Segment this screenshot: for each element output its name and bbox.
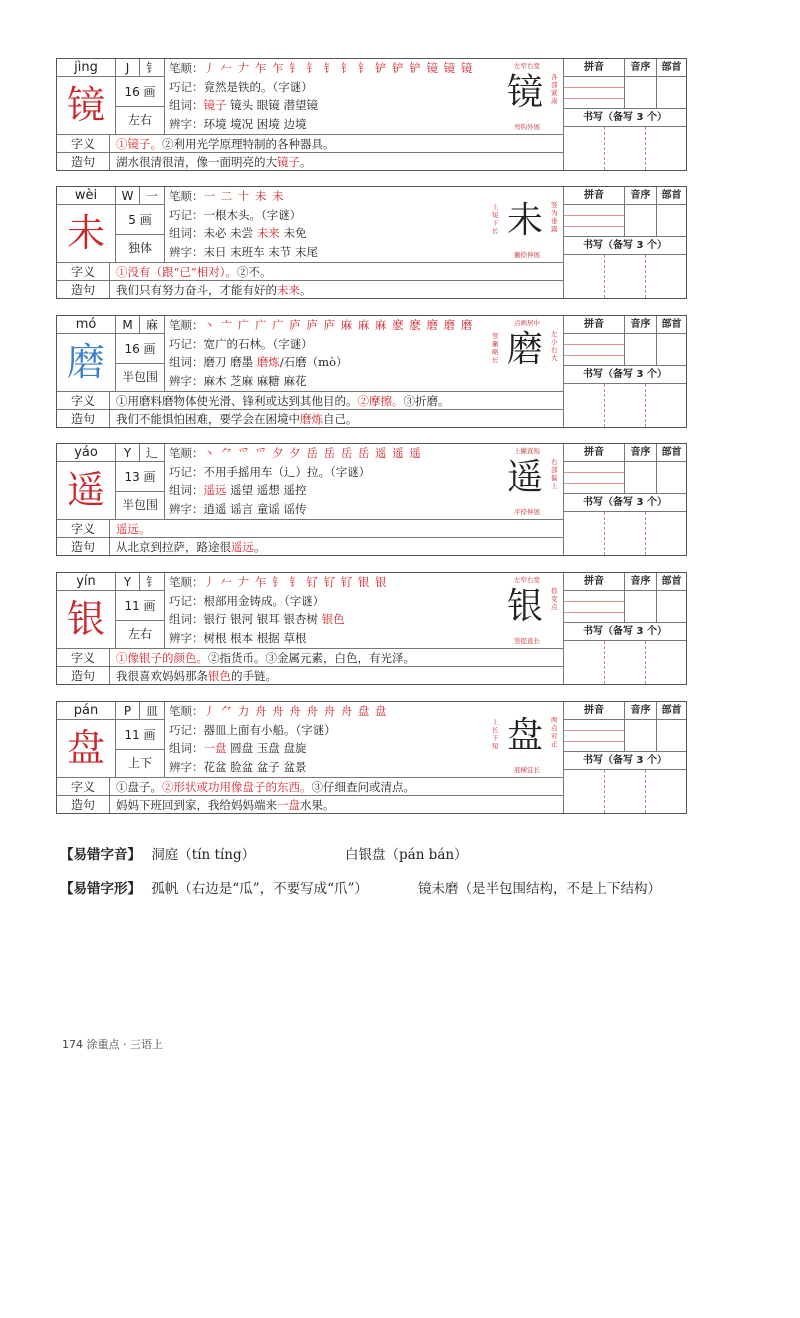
character-details [165, 573, 489, 648]
mnemonic-label: 巧记： [169, 464, 204, 479]
distinguish-text: 树根 根本 根据 草根 [203, 630, 307, 645]
initial-cell: Y [116, 573, 140, 591]
sentence-label: 造句 [57, 409, 110, 427]
stroke-order-line [169, 444, 489, 463]
stroke-order-seq: 丿 𠂉 𠂇 乍 钅 钅 钌 钌 钌 银 银 [203, 575, 388, 589]
error-sound-section [60, 843, 468, 863]
pinyin-practice-grid [564, 77, 625, 109]
mnemonic-text: 竟然是铁的。（字谜） [203, 79, 313, 94]
hint-bottom-text: 竖提直长 [514, 637, 540, 645]
radical-cell: 辶 [140, 444, 165, 462]
character-details [165, 316, 489, 391]
writing-header: 书写（备写 3 个） [564, 494, 686, 512]
stroke-order-label: 笔顺： [169, 704, 204, 718]
error-sound-item-1: 洞庭（tín tíng） [151, 847, 256, 863]
writing-hint-box [489, 59, 564, 134]
pinyin-cell: pán [57, 702, 116, 720]
mnemonic-label: 巧记： [169, 336, 204, 351]
sentence-text [110, 666, 564, 684]
words-highlight: 一盘 [203, 741, 227, 755]
stroke-order-label: 笔顺： [169, 446, 204, 460]
sentence-text [110, 795, 564, 813]
hint-top-text: 上撇直短 [514, 447, 540, 455]
meaning-part: ③仔细查问或清点。 [311, 780, 415, 794]
sentence-part: 自己。 [323, 412, 358, 426]
meaning-text [110, 262, 564, 280]
main-character: 镜 [57, 77, 116, 134]
practice-area [564, 573, 686, 684]
words-line [169, 353, 489, 372]
mnemonic-text: 宽广的石林。（字谜） [203, 336, 313, 351]
structure-type: 半包围 [116, 364, 165, 391]
writing-box [564, 384, 605, 427]
meaning-part: ②利用光学原理特制的各种器具。 [162, 137, 335, 151]
writing-header: 书写（备写 3 个） [564, 366, 686, 384]
writing-hint-box [489, 316, 564, 391]
meaning-part: ②指货币。③金属元素，白色，有光泽。 [208, 651, 415, 665]
distinguish-text: 麻木 芝麻 麻糖 麻花 [203, 373, 307, 388]
writing-hint-box [489, 702, 564, 777]
sound-order-practice-box [625, 334, 657, 366]
pinyin-header: 拼音 [564, 573, 625, 591]
words-text: 未必 未尝 [203, 226, 257, 240]
error-sound-tag: 【易错字音】 [60, 847, 141, 863]
radical-header: 部首 [657, 59, 686, 77]
meaning-label: 字义 [57, 134, 110, 152]
radical-practice-box [657, 720, 686, 752]
distinguish-text: 末日 末班车 末节 末尾 [203, 244, 318, 259]
writing-hint-box [489, 187, 564, 262]
meaning-text [110, 134, 564, 152]
writing-box [646, 512, 686, 555]
pinyin-cell: wèi [57, 187, 116, 205]
words-line [169, 96, 489, 115]
pinyin-practice-grid [564, 334, 625, 366]
meaning-part: ②不。 [237, 265, 272, 279]
stroke-order-label: 笔顺： [169, 61, 204, 75]
distinguish-line [169, 500, 489, 519]
meaning-text [110, 519, 564, 537]
pinyin-header: 拼音 [564, 444, 625, 462]
hint-right-text: 竖为垂露 [551, 201, 558, 233]
page-footer: 174 涂重点 · 三语上 [62, 1038, 163, 1051]
sentence-part: 。 [300, 155, 312, 169]
distinguish-text: 环境 境况 困境 边境 [203, 116, 307, 131]
words-label: 组词： [169, 98, 204, 112]
words-text: 遥望 遥想 遥控 [226, 483, 307, 497]
hint-left-text: 上长下短 [492, 718, 499, 750]
sound-order-practice-box [625, 77, 657, 109]
sentence-part: 遥远 [231, 540, 254, 554]
words-highlight: 镜子 [203, 98, 227, 112]
hint-top-text: 点画居中 [514, 319, 540, 327]
radical-header: 部首 [657, 444, 686, 462]
words-text: 圆盘 玉盘 盘旋 [226, 741, 307, 755]
sentence-label: 造句 [57, 280, 110, 298]
sentence-part: 水果。 [300, 798, 335, 812]
stroke-order-seq: 一 二 十 未 未 [203, 189, 285, 203]
stroke-count: 11 画 [116, 591, 165, 621]
distinguish-label: 辨字： [169, 373, 204, 388]
meaning-part: ②摩擦。 [357, 394, 404, 408]
hint-right-text: 左小右大 [551, 330, 558, 362]
writing-box [605, 255, 646, 298]
writing-box [646, 255, 686, 298]
stroke-order-seq: 丿 ⺈ 力 舟 舟 舟 舟 舟 舟 盘 盘 [203, 704, 388, 718]
meaning-label: 字义 [57, 262, 110, 280]
distinguish-line [169, 758, 489, 777]
pinyin-cell: mó [57, 316, 116, 334]
sentence-part: 我们不能惧怕困难，要学会在困境中 [116, 412, 300, 426]
distinguish-text: 花盆 脸盆 盆子 盆景 [203, 759, 307, 774]
stroke-order-line [169, 573, 489, 592]
stroke-count: 11 画 [116, 720, 165, 750]
words-text: 磨刀 磨墨 [203, 355, 257, 369]
meaning-part: ②形状或功用像盘子的东西。 [162, 780, 312, 794]
main-character: 银 [57, 591, 116, 648]
radical-practice-box [657, 77, 686, 109]
mnemonic-label: 巧记： [169, 722, 204, 737]
main-character: 未 [57, 205, 116, 262]
mnemonic-line [169, 463, 489, 482]
hint-left-text: 上短下长 [492, 203, 499, 235]
distinguish-line [169, 629, 489, 648]
meaning-part: ①没有（跟“已”相对）。 [116, 265, 238, 279]
writing-box [605, 512, 646, 555]
meaning-text [110, 648, 564, 666]
structure-type: 左右 [116, 621, 165, 648]
radical-cell: 钅 [140, 573, 165, 591]
mnemonic-label: 巧记： [169, 79, 204, 94]
writing-box [605, 641, 646, 684]
words-text: 银行 银河 银耳 银杏树 [203, 612, 322, 626]
radical-practice-box [657, 462, 686, 494]
distinguish-line [169, 115, 489, 134]
sentence-part: 我很喜欢妈妈那条 [116, 669, 208, 683]
distinguish-label: 辨字： [169, 501, 204, 516]
main-character: 盘 [57, 720, 116, 777]
pinyin-practice-grid [564, 205, 625, 237]
initial-cell: Y [116, 444, 140, 462]
writing-box [605, 384, 646, 427]
sound-order-practice-box [625, 205, 657, 237]
words-highlight: 遥远 [203, 483, 227, 497]
words-highlight-2: 未来 [256, 226, 280, 240]
distinguish-label: 辨字： [169, 630, 204, 645]
radical-header: 部首 [657, 316, 686, 334]
error-shape-item-2: 镜未磨（是半包围结构，不是上下结构） [418, 881, 661, 897]
meaning-text [110, 391, 564, 409]
words-text: 镜头 眼镜 潜望镜 [226, 98, 318, 112]
radical-practice-box [657, 334, 686, 366]
initial-cell: W [116, 187, 140, 205]
writing-boxes [564, 384, 686, 427]
mnemonic-text: 根部用金铸成。（字谜） [203, 593, 325, 608]
stroke-count: 16 画 [116, 334, 165, 364]
sentence-text [110, 152, 564, 170]
sentence-text [110, 537, 564, 555]
meaning-label: 字义 [57, 648, 110, 666]
meaning-label: 字义 [57, 519, 110, 537]
words-label: 组词： [169, 483, 204, 497]
sound-order-practice-box [625, 462, 657, 494]
sound-order-practice-box [625, 720, 657, 752]
error-shape-item-1: 孤帆（右边是“瓜”，不要写成“爪”） [151, 881, 368, 897]
words-highlight-2: 银色 [321, 612, 345, 626]
stroke-order-seq: 丿 𠂉 𠂇 乍 乍 钅 钅 钅 钅 钅 铲 铲 铲 镜 镜 镜 [203, 61, 474, 75]
radical-header: 部首 [657, 187, 686, 205]
hint-character: 镜 [506, 72, 543, 113]
sentence-label: 造句 [57, 666, 110, 684]
meaning-part: ①镜子。 [116, 137, 162, 151]
char-card-2 [56, 315, 687, 428]
meaning-text [110, 777, 564, 795]
words-highlight-2: 磨炼 [256, 355, 280, 369]
hint-left-text: 竖撇略长 [492, 332, 499, 364]
hint-right-text: 右部偏上 [551, 458, 558, 490]
stroke-order-label: 笔顺： [169, 189, 204, 203]
meaning-part: ①像银子的颜色。 [116, 651, 208, 665]
stroke-order-line [169, 316, 489, 335]
hint-character: 未 [506, 200, 543, 241]
error-shape-section [60, 877, 661, 897]
error-shape-tag: 【易错字形】 [60, 881, 141, 897]
structure-type: 独体 [116, 235, 165, 262]
writing-boxes [564, 641, 686, 684]
character-details [165, 187, 489, 262]
practice-area [564, 59, 686, 170]
sentence-part: 湖水很清很清，像一面明亮的大 [116, 155, 277, 169]
words-label: 组词： [169, 226, 204, 240]
hint-right-text: 捺变点 [551, 587, 558, 611]
mnemonic-label: 巧记： [169, 207, 204, 222]
stroke-count: 16 画 [116, 77, 165, 107]
words-line [169, 481, 489, 500]
mnemonic-line [169, 592, 489, 611]
meaning-label: 字义 [57, 391, 110, 409]
initial-cell: P [116, 702, 140, 720]
writing-box [605, 770, 646, 813]
pinyin-cell: jìng [57, 59, 116, 77]
pinyin-header: 拼音 [564, 59, 625, 77]
pinyin-practice-grid [564, 720, 625, 752]
pinyin-cell: yín [57, 573, 116, 591]
hint-bottom-text: 撇捺伸展 [514, 251, 540, 259]
hint-top-text: 左窄右宽 [514, 62, 540, 70]
sound-order-header: 音序 [625, 573, 657, 591]
stroke-order-line [169, 187, 489, 206]
radical-cell: 钅 [140, 59, 165, 77]
mnemonic-line [169, 78, 489, 97]
practice-area [564, 316, 686, 427]
pinyin-header: 拼音 [564, 187, 625, 205]
char-card-1 [56, 186, 687, 299]
writing-box [646, 384, 686, 427]
sentence-text [110, 280, 564, 298]
sound-order-header: 音序 [625, 444, 657, 462]
writing-box [646, 641, 686, 684]
hint-bottom-text: 底横宜长 [514, 766, 540, 774]
pinyin-practice-grid [564, 591, 625, 623]
writing-header: 书写（备写 3 个） [564, 623, 686, 641]
stroke-order-line [169, 702, 489, 721]
writing-boxes [564, 127, 686, 170]
mnemonic-line [169, 721, 489, 740]
writing-hint-box [489, 573, 564, 648]
structure-type: 半包围 [116, 492, 165, 519]
stroke-order-seq: 丶 亠 广 广 广 庐 庐 庐 麻 麻 麻 麽 麽 磨 磨 磨 [203, 318, 474, 332]
stroke-order-label: 笔顺： [169, 575, 204, 589]
distinguish-label: 辨字： [169, 244, 204, 259]
practice-area [564, 702, 686, 813]
pinyin-cell: yáo [57, 444, 116, 462]
distinguish-line [169, 243, 489, 262]
words-label: 组词： [169, 741, 204, 755]
sentence-part: 我们只有努力奋斗，才能有好的 [116, 283, 277, 297]
sound-order-header: 音序 [625, 187, 657, 205]
writing-header: 书写（备写 3 个） [564, 752, 686, 770]
sentence-text [110, 409, 564, 427]
radical-header: 部首 [657, 573, 686, 591]
sentence-part: 的手链。 [231, 669, 277, 683]
mnemonic-line [169, 335, 489, 354]
radical-cell: 麻 [140, 316, 165, 334]
char-card-0 [56, 58, 687, 171]
distinguish-label: 辨字： [169, 116, 204, 131]
writing-box [564, 255, 605, 298]
radical-practice-box [657, 591, 686, 623]
radical-cell: 皿 [140, 702, 165, 720]
practice-area [564, 444, 686, 555]
radical-practice-box [657, 205, 686, 237]
pinyin-header: 拼音 [564, 316, 625, 334]
character-details [165, 444, 489, 519]
sentence-part: 一盘 [277, 798, 300, 812]
writing-boxes [564, 770, 686, 813]
words-label: 组词： [169, 355, 204, 369]
writing-box [564, 641, 605, 684]
meaning-part: 遥远。 [116, 522, 151, 536]
words-line [169, 610, 489, 629]
meaning-part: ①用磨料磨物体使光滑、锋利或达到其他目的。 [116, 394, 358, 408]
words-text-2: 未免 [279, 226, 307, 240]
sentence-part: 未来 [277, 283, 300, 297]
meaning-part: ③折磨。 [403, 394, 450, 408]
pinyin-practice-grid [564, 462, 625, 494]
hint-right-text: 各部紧凑 [551, 73, 558, 105]
words-label: 组词： [169, 612, 204, 626]
words-text-2: /石磨（mò） [279, 355, 348, 369]
structure-type: 上下 [116, 750, 165, 777]
sentence-part: 。 [300, 283, 312, 297]
main-character: 遥 [57, 462, 116, 519]
words-line [169, 224, 489, 243]
writing-hint-box [489, 444, 564, 519]
meaning-part: ①盘子。 [116, 780, 162, 794]
meaning-label: 字义 [57, 777, 110, 795]
char-card-5 [56, 701, 687, 814]
sentence-part: 。 [254, 540, 266, 554]
hint-character: 遥 [506, 457, 543, 498]
initial-cell: M [116, 316, 140, 334]
mnemonic-text: 器皿上面有小船。（字谜） [203, 722, 336, 737]
mnemonic-text: 不用手摇用车（辶）拉。（字谜） [203, 464, 371, 479]
writing-boxes [564, 255, 686, 298]
main-character: 磨 [57, 334, 116, 391]
sentence-part: 镜子 [277, 155, 300, 169]
stroke-order-label: 笔顺： [169, 318, 204, 332]
char-card-4 [56, 572, 687, 685]
distinguish-label: 辨字： [169, 759, 204, 774]
distinguish-line [169, 372, 489, 391]
sentence-part: 妈妈下班回到家，我给妈妈端来 [116, 798, 277, 812]
mnemonic-text: 一根木头。（字谜） [203, 207, 302, 222]
distinguish-text: 逍遥 谣言 童谣 谣传 [203, 501, 307, 516]
practice-area [564, 187, 686, 298]
stroke-count: 5 画 [116, 205, 165, 235]
writing-box [646, 127, 686, 170]
hint-character: 盘 [506, 715, 543, 756]
writing-box [564, 770, 605, 813]
initial-cell: J [116, 59, 140, 77]
hint-character: 银 [506, 586, 543, 627]
stroke-order-line [169, 59, 489, 78]
sound-order-header: 音序 [625, 316, 657, 334]
sound-order-header: 音序 [625, 702, 657, 720]
hint-right-text: 两点对正 [551, 716, 558, 748]
writing-box [564, 127, 605, 170]
hint-bottom-text: 弯钩外展 [514, 123, 540, 131]
words-line [169, 739, 489, 758]
writing-header: 书写（备写 3 个） [564, 109, 686, 127]
radical-cell: 一 [140, 187, 165, 205]
hint-character: 磨 [506, 329, 543, 370]
stroke-count: 13 画 [116, 462, 165, 492]
structure-type: 左右 [116, 107, 165, 134]
writing-box [646, 770, 686, 813]
error-sound-item-2: 白银盘（pán bán） [345, 847, 468, 863]
writing-boxes [564, 512, 686, 555]
sentence-label: 造句 [57, 795, 110, 813]
sentence-part: 从北京到拉萨，路途很 [116, 540, 231, 554]
hint-top-text: 左窄右宽 [514, 576, 540, 584]
sentence-part: 磨炼 [300, 412, 323, 426]
writing-box [564, 512, 605, 555]
pinyin-header: 拼音 [564, 702, 625, 720]
character-details [165, 59, 489, 134]
radical-header: 部首 [657, 702, 686, 720]
writing-header: 书写（备写 3 个） [564, 237, 686, 255]
char-card-3 [56, 443, 687, 556]
stroke-order-seq: 丶 ⺈ 爫 爫 夕 夕 岳 岳 岳 岳 遥 遥 遥 [203, 446, 422, 460]
sound-order-practice-box [625, 591, 657, 623]
sentence-part: 银色 [208, 669, 231, 683]
mnemonic-line [169, 206, 489, 225]
sentence-label: 造句 [57, 537, 110, 555]
sentence-label: 造句 [57, 152, 110, 170]
writing-box [605, 127, 646, 170]
hint-bottom-text: 平捺伸展 [514, 508, 540, 516]
character-details [165, 702, 489, 777]
mnemonic-label: 巧记： [169, 593, 204, 608]
sound-order-header: 音序 [625, 59, 657, 77]
